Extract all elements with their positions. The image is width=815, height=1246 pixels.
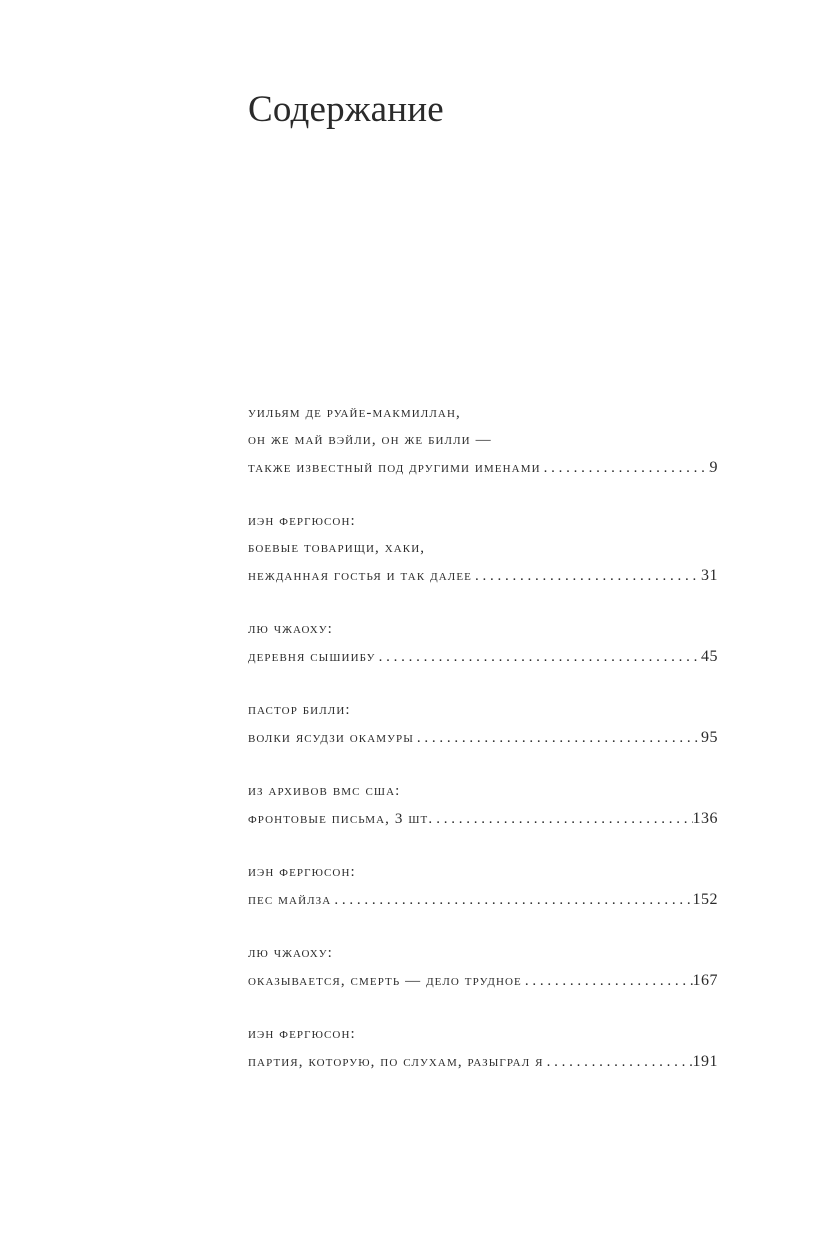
toc-entry	[248, 1021, 718, 1075]
toc-entry	[248, 940, 718, 994]
toc-page-number: 136	[692, 810, 718, 827]
dot-leader	[544, 1049, 693, 1076]
toc-title-line[interactable]	[248, 967, 718, 994]
toc-heading-line: иэн фергюсон:	[248, 864, 356, 880]
dot-leader	[472, 563, 701, 590]
toc-page-number: 191	[692, 1053, 718, 1070]
toc-title-line[interactable]	[248, 454, 718, 481]
toc-title-line[interactable]	[248, 562, 718, 589]
toc-heading-line: уильям де руайе-макмиллан,	[248, 405, 461, 421]
toc-entry	[248, 859, 718, 913]
toc-entry	[248, 778, 718, 832]
toc-heading-line: он же май вэйли, он же билли —	[248, 432, 492, 448]
toc-title: партия, которую, по слухам, разыграл я	[248, 1054, 544, 1070]
toc-entry	[248, 508, 718, 589]
dot-leader	[433, 806, 692, 833]
toc-entry	[248, 400, 718, 481]
dot-leader	[541, 455, 710, 482]
toc-heading-line: лю чжаоху:	[248, 945, 333, 961]
table-of-contents	[248, 400, 718, 1102]
page-title: Содержание	[248, 89, 444, 130]
toc-page-number: 9	[709, 459, 718, 476]
toc-title: волки ясудзи окамуры	[248, 730, 414, 746]
toc-title: оказывается, смерть — дело трудное	[248, 973, 522, 989]
toc-title-line[interactable]	[248, 643, 718, 670]
toc-title: фронтовые письма, 3 шт.	[248, 811, 434, 827]
toc-title: деревня сышиибу	[248, 649, 376, 665]
toc-page-number: 152	[692, 891, 718, 908]
dot-leader	[414, 725, 701, 752]
toc-entry	[248, 616, 718, 670]
toc-page-number: 31	[701, 567, 718, 584]
toc-heading-line: иэн фергюсон:	[248, 1026, 356, 1042]
toc-heading-line: боевые товарищи, хаки,	[248, 540, 426, 556]
toc-heading-line: пастор билли:	[248, 702, 351, 718]
toc-title-line[interactable]	[248, 805, 718, 832]
toc-title-line[interactable]	[248, 886, 718, 913]
toc-heading-line: из архивов вмс сша:	[248, 783, 401, 799]
toc-heading-line: лю чжаоху:	[248, 621, 333, 637]
dot-leader	[376, 644, 701, 671]
toc-title-line[interactable]	[248, 1048, 718, 1075]
toc-page-number: 167	[692, 972, 718, 989]
toc-page-number: 45	[701, 648, 718, 665]
toc-title: пес майлза	[248, 892, 332, 908]
toc-title: нежданная гостья и так далее	[248, 568, 472, 584]
dot-leader	[522, 968, 693, 995]
toc-page-number: 95	[701, 729, 718, 746]
toc-title-line[interactable]	[248, 724, 718, 751]
toc-entry	[248, 697, 718, 751]
dot-leader	[331, 887, 692, 914]
toc-heading-line: иэн фергюсон:	[248, 513, 356, 529]
toc-title: также известный под другими именами	[248, 460, 541, 476]
